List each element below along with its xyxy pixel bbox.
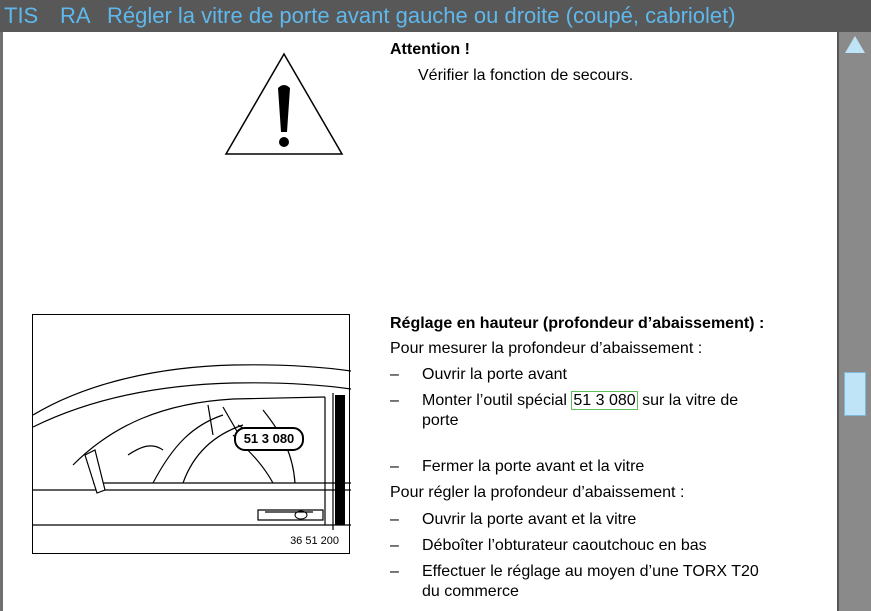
figure-code: 36 51 200 [290,535,339,547]
bullet-dash: – [390,366,399,383]
bullet-dash: – [390,511,399,528]
measure-step-3: Fermer la porte avant et la vitre [422,458,645,475]
attention-heading: Attention ! [390,41,470,58]
bullet-dash: – [390,458,399,475]
adjust-step-3-line2: du commerce [422,583,519,600]
app-name: TIS [4,3,39,28]
bullet-dash: – [390,392,399,409]
measure-step-2 [422,392,738,410]
measure-step-2-after: sur la vitre de [637,392,739,409]
scroll-up-arrow-icon[interactable] [845,36,865,53]
bullet-dash: – [390,563,399,580]
page-title: Régler la vitre de porte avant gauche ou droite (coupé, cabriolet) [107,3,736,28]
adjust-step-3-line1: Effectuer le réglage au moyen d’une TORX T20 [422,563,759,580]
title-bar [0,0,871,32]
section-heading: Réglage en hauteur (profondeur d’abaissement) : [390,315,765,332]
measure-step-1: Ouvrir la porte avant [422,366,567,383]
attention-text: Vérifier la fonction de secours. [418,67,634,84]
tool-callout: 51 3 080 [234,427,304,451]
adjust-step-2: Déboîter l’obturateur caoutchouc en bas [422,537,707,554]
tool-number-link[interactable]: 51 3 080 [573,392,636,409]
adjust-step-1: Ouvrir la porte avant et la vitre [422,511,637,528]
bullet-dash: – [390,537,399,554]
measure-step-2-line2: porte [422,412,459,429]
warning-triangle-icon [222,50,346,158]
adjust-intro: Pour régler la profondeur d’abaissement : [390,484,685,501]
measure-intro: Pour mesurer la profondeur d’abaissement : [390,340,703,357]
vertical-scrollbar[interactable] [837,32,871,611]
measure-step-2-before: Monter l’outil spécial [422,392,572,409]
section-code: RA [60,3,91,28]
scroll-thumb[interactable] [844,372,866,416]
